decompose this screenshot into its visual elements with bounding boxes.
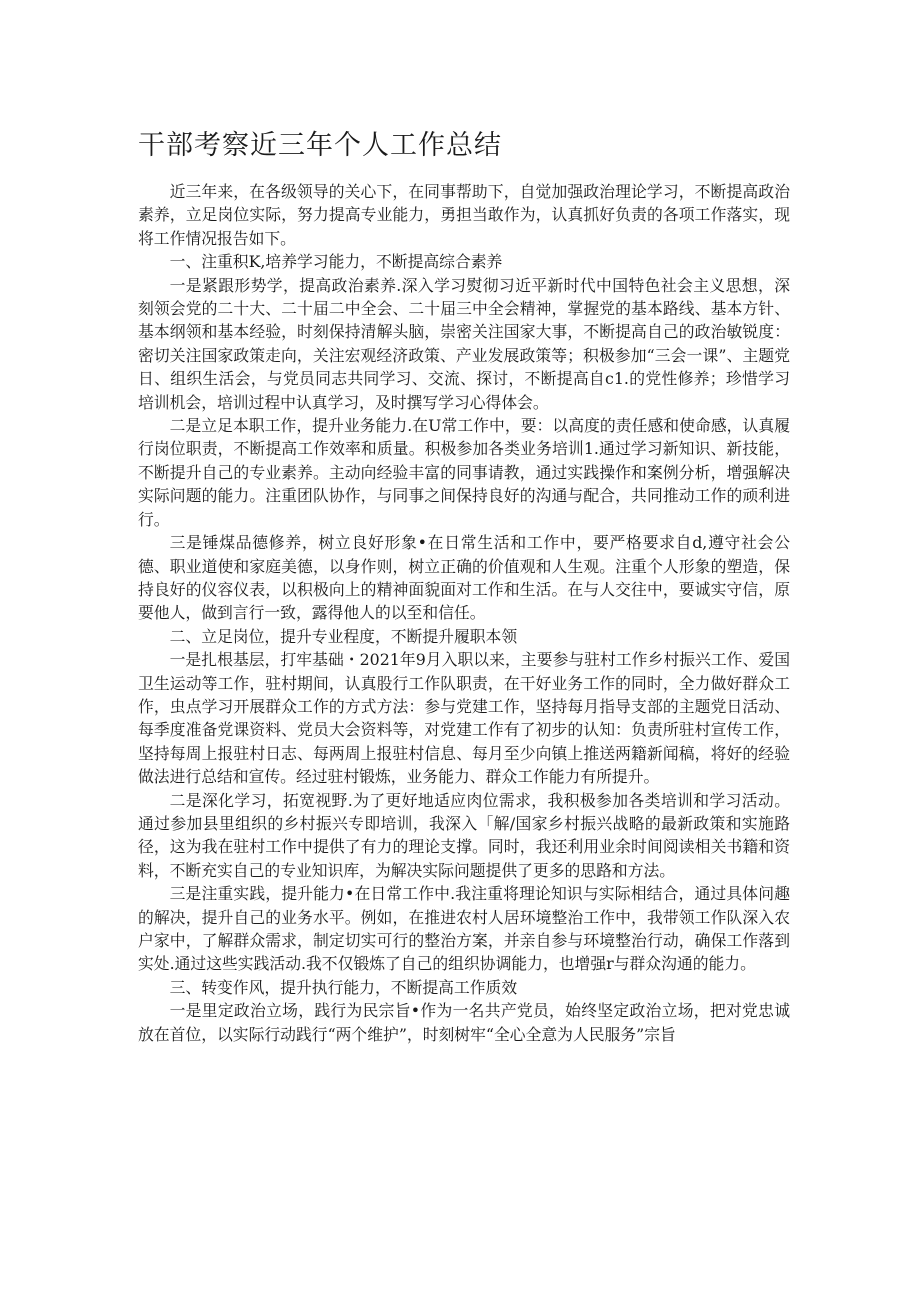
section-heading-3: 三、转变作风，提升执行能力，不断提高工作质效 [169, 977, 518, 997]
section-heading-1: 一、注重积K,培养学习能力，不断提高综合素养 [169, 252, 503, 272]
paragraph-3-1: 一是里定政治立场，践行为民宗旨•作为一名共产党员，始终坚定政治立场，把对党忠诚放在首位，以实际行动践行“两个维护”，时刻树牢“全心全意为人民服务”宗旨 [138, 1001, 790, 1044]
paragraph-2-3: 三是注重实践，提升能力•在日常工作中.我注重将理论知识与实际相结合，通过具体问趣的解决，提升自己的业务水平。例如，在推进农村人居环境整治工作中，我带领工作队深入农户家中，了解群众需求，制定切实可行的整治方案，并亲自参与环境整治行动，确保工作落到实处.通过这些实践活动.我不仅锻炼了自己的组织协调能力，也增强r与群众沟通的能力。 [138, 884, 790, 974]
intro-paragraph: 近三年来，在各级领导的关心下，在同事帮助下，自觉加强政治理论学习，不断提高政治素养，立足岗位实际，努力提高专业能力，勇担当敢作为，认真抓好负责的各项工作落实，现将工作情况报告如下。 [138, 182, 790, 248]
paragraph-2-1: 一是扎根基层，打牢基础・2021年9月入职以来，主要参与驻村工作乡村振兴工作、爱国卫生运动等工作，驻村期间，认真股行工作队职责，在干好业务工作的同时，全力做好群众工作，虫点学习开展群众工作的方式方法：参与党建工作，坚持每月指导支部的主题党日活动、每季度准备党课资料、党员大会资料等，对党建工作有了初步的认知：负责所驻村宣传工作，坚持每周上报驻村日志、每两周上报驻村信息、每月至少向镇上推送两籍新闻稿，将好的经验做法进行总结和宣传。经过驻村锻炼，业务能力、群众工作能力有所提升。 [138, 650, 790, 787]
paragraph-2-2: 二是深化学习，拓宽视野.为了更好地适应肉位需求，我积极参加各类培训和学习活动。通过参加县里组织的乡村振兴专即培训，我深入「解/国家乡村振兴战略的最新政策和实施路径，这为我在驻村工作中提供了有力的理论支撑。同时，我还利用业余时间阅读相关书籍和资料，不断充实自己的专业知识库，为解决实际问题提供了更多的思路和方法。 [138, 790, 790, 880]
section-heading-2: 二、立足岗位，提升专业程度，不断提升履职本领 [169, 626, 518, 646]
paragraph-1-3: 三是锤煤品德修养，树立良好形象•在日常生活和工作中，要严格要求自d,遵守社会公德、职业道使和家庭美德，以身作则，树立正确的价值观和人生观。注重个人形象的塑造，保持良好的仪容仪表，以积极向上的精神面貌面对工作和生活。在与人交往中，要诚实守信，原要他人，做到言行一致，露得他人的以至和信任。 [138, 533, 790, 623]
paragraph-1-2: 二是立足本职工作，提升业务能力.在U常工作中，要：以高度的责任感和使命感，认真履行岗位职责，不断提高工作效率和质量。积极参加各类业务培训1.通过学习新知识、新技能，不断提升自己的专业素养。主动向经验丰富的同事请教，通过实践操作和案例分析，增强解决实际问题的能力。注重团队协作，与同事之间保持良好的沟通与配合，共同推动工作的顽利进行。 [138, 416, 790, 529]
document-page [138, 128, 790, 1046]
document-title: 干部考察近三年个人工作总结 [138, 130, 502, 161]
paragraph-1-1: 一是紧跟形势学，提高政治素养.深入学习熨彻习近平新时代中国特色社会主义思想，深刻领会党的二十大、二十届二中全会、二十届三中全会精神，掌握党的基本路线、基本方针、基本纲领和基本经验，时刻保持清解头脑，崇密关注国家大事，不断提高自己的政治敏锐度：密切关注国家政策走向，关注宏观经济政策、产业发展政策等；积极参加“三会一课”、主题党日、组织生活会，与党员同志共同学习、交流、探讨，不断提高自c1.的党性修养；珍惜学习培训机会，培训过程中认真学习，及时撰写学习心得体会。 [138, 275, 790, 412]
